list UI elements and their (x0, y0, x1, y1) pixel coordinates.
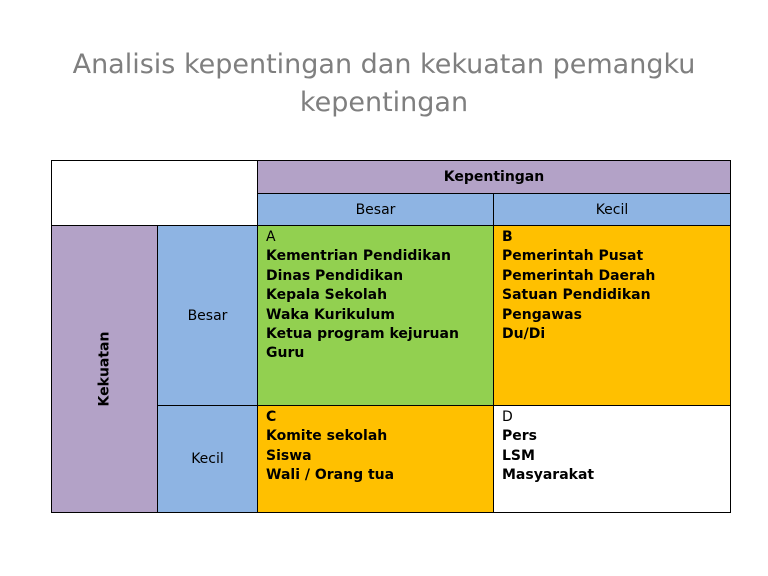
quadrant-a (257, 225, 494, 406)
slide-title: Analisis kepentingan dan kekuatan pemangku kepentingan (72, 49, 696, 118)
stakeholder-item: LSM (502, 447, 535, 464)
row-group-label: Kekuatan (96, 331, 113, 407)
stakeholder-item: Kepala Sekolah (266, 287, 388, 304)
quadrant-b (493, 225, 731, 406)
row-header-label: Besar (187, 307, 228, 324)
stakeholder-item: Guru (266, 345, 305, 362)
quadrant-letter: D (502, 409, 513, 425)
quadrant-d (493, 405, 731, 513)
stakeholder-item: Siswa (266, 447, 312, 464)
stakeholder-item: Dinas Pendidikan (266, 267, 404, 284)
stakeholder-item: Pers (502, 428, 537, 445)
row-group-header (51, 225, 158, 513)
row-header-besar (157, 225, 258, 406)
row-header-label: Kecil (191, 451, 224, 467)
stakeholder-item: Ketua program kejuruan (266, 326, 459, 343)
quadrant-letter: A (266, 229, 276, 245)
col-header-kecil (493, 193, 731, 226)
stakeholder-item: Kementrian Pendidikan (266, 248, 451, 265)
row-header-kecil (157, 405, 258, 513)
stakeholder-item: Pemerintah Pusat (502, 248, 644, 265)
stakeholder-item: Komite sekolah (266, 428, 388, 445)
stakeholder-item: Satuan Pendidikan (502, 287, 651, 304)
stakeholder-item: Du/Di (502, 326, 546, 343)
matrix-corner (51, 160, 258, 226)
stakeholder-item: Pengawas (502, 306, 582, 323)
col-header-label: Kecil (595, 201, 629, 218)
stakeholder-item: Pemerintah Daerah (502, 267, 656, 284)
stakeholder-item: Wali / Orang tua (266, 467, 395, 484)
col-header-label: Besar (355, 201, 396, 218)
stakeholder-item: Masyarakat (502, 467, 595, 484)
quadrant-letter: C (266, 409, 277, 425)
col-group-label: Kepentingan (443, 169, 545, 185)
stakeholder-item: Waka Kurikulum (266, 306, 395, 323)
col-group-header (257, 160, 731, 194)
quadrant-c (257, 405, 494, 513)
col-header-besar (257, 193, 494, 226)
quadrant-letter: B (502, 229, 513, 245)
